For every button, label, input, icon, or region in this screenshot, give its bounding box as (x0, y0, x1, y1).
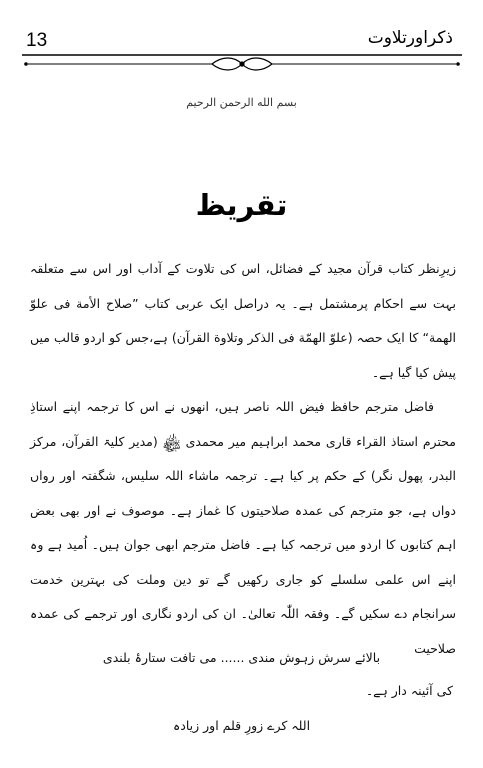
body-text (30, 252, 456, 666)
page-number: 13 (26, 30, 48, 51)
closing-prayer: اللہ کرے زورِ قلم اور زیادہ (172, 718, 311, 733)
verse-line: بالائے سرش زہوش مندی ...... می تافت ستارۂ بلندی (102, 650, 381, 665)
paragraph: زیرِنظر کتاب قرآن مجید کے فضائل، اس کی تلاوت کے آداب اور اس سے متعلقہ بہت سے احکام پرمشتمل ہے۔ یہ دراصل ایک عربی کتاب ”صلاح الأمة فی علوّ الهمة“ کا ایک حصہ (علوّ الهمّة فی الذکر وتلاوة القرآن) ہے،جس کو اردو قالب میں پیش کیا گیا ہے۔ (30, 261, 456, 380)
basmala: بسم الله الرحمن الرحيم (186, 96, 297, 109)
page-heading: تقریظ (195, 188, 288, 222)
verse-continuation: کی آئینہ دار ہے۔ (365, 683, 453, 698)
header-ornament (22, 51, 462, 77)
paragraph: فاضل مترجم حافظ فیض اللہ ناصر ہیں، انھوں نے اس کا ترجمہ اپنے استاذِ محترم استاذ القراء قاری محمد ابراہیم میر محمدی ﷾ (مدیر کلیۃ القرآن، مرکز البدر، پھول نگر) کے حکم پر کیا ہے۔ ترجمہ ماشاء اللہ سلیس، شگفتہ اور رواں دواں ہے، جو مترجم کی عمدہ صلاحیتوں کا غماز ہے۔ موصوف نے اور بھی بعض اہم کتابوں کا اردو میں ترجمہ کیا ہے۔ فاضل مترجم ابھی جوان ہیں۔ اُمید ہے وہ اپنے اس علمی سلسلے کو جاری رکھیں گے تو دین وملت کی بہترین خدمت سرانجام دے سکیں گے۔ وفقہ اللّٰہ تعالیٰ۔ ان کی اردو نگاری اور ترجمے کی عمدہ صلاحیت (30, 399, 456, 656)
running-title: ذکراورتلاوت (367, 28, 453, 48)
